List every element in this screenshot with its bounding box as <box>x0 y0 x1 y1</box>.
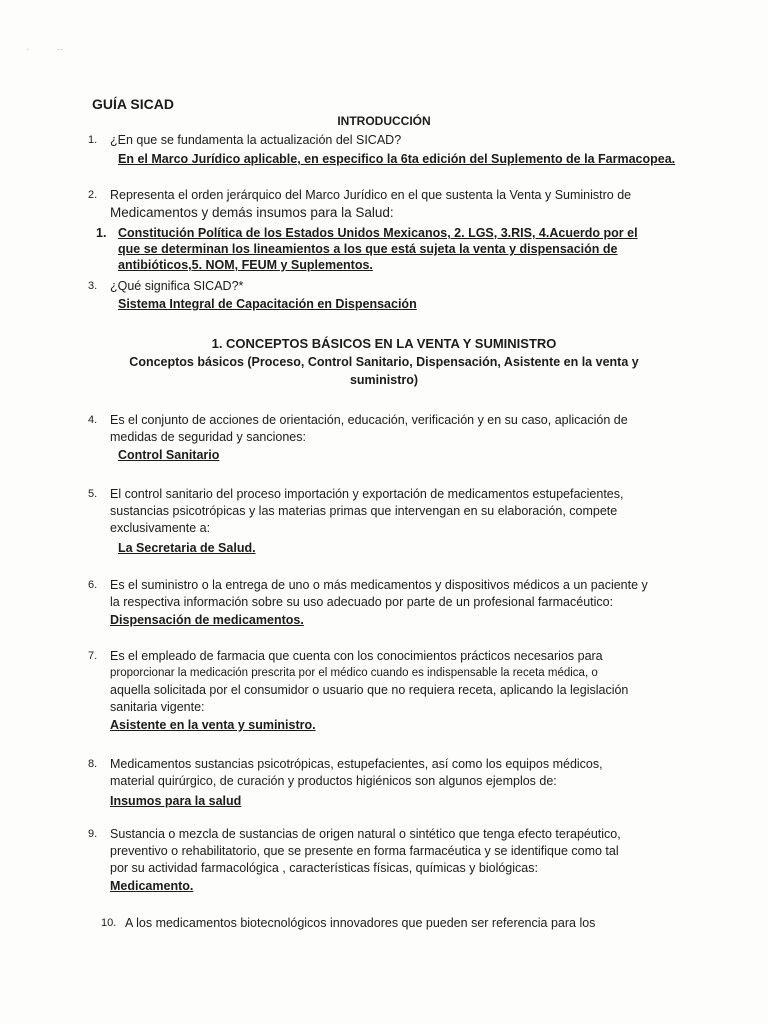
answer-4: Control Sanitario <box>118 448 220 462</box>
question-6 <box>88 577 650 611</box>
question-number: 3. <box>88 280 98 292</box>
question-2 <box>88 187 650 221</box>
section-intro-heading: INTRODUCCIÓN <box>337 114 431 128</box>
question-text-line: Sustancia o mezcla de sustancias de origen natural o sintético que tenga efecto terapéutico, <box>110 827 621 841</box>
question-text-line: Medicamentos sustancias psicotrópicas, estupefacientes, así como los equipos médicos, <box>110 757 603 771</box>
question-text: ¿En que se fundamenta la actualización del SICAD? <box>110 133 402 147</box>
answer-6: Dispensación de medicamentos. <box>110 613 304 627</box>
question-3 <box>88 278 650 295</box>
question-text-line: Es el suministro o la entrega de uno o más medicamentos y dispositivos médicos a un paciente y <box>110 578 648 592</box>
question-text-line: sanitaria vigente: <box>110 700 205 714</box>
section-1-subheading: Conceptos básicos (Proceso, Control Sanitario, Dispensación, Asistente en la venta y <box>129 355 639 369</box>
question-number: 7. <box>88 650 98 662</box>
question-number: 1. <box>88 134 98 146</box>
question-4 <box>88 412 650 446</box>
question-text-line: preventivo o rehabilitatorio, que se presente en forma farmacéutica y se identifique como tal <box>110 844 619 858</box>
question-number: 2. <box>88 189 98 201</box>
answer-line: Constitución Política de los Estados Unidos Mexicanos, 2. LGS, 3.RIS, 4.Acuerdo por el <box>118 226 638 240</box>
question-text-line: sustancias psicotrópicas y las materias primas que intervengan en su elaboración, compete <box>110 504 618 518</box>
document-title: GUÍA SICAD <box>92 96 174 112</box>
question-text-line: medidas de seguridad y sanciones: <box>110 430 306 444</box>
answer-2 <box>96 225 638 273</box>
question-number: 6. <box>88 579 98 591</box>
answer-8: Insumos para la salud <box>110 794 242 808</box>
question-text-line: El control sanitario del proceso importación y exportación de medicamentos estupefacientes, <box>110 487 624 501</box>
question-text-line: material quirúrgico, de curación y productos higiénicos son algunos ejemplos de: <box>110 774 557 788</box>
scan-specks: · -· <box>26 44 63 54</box>
question-5 <box>88 486 650 537</box>
answer-1: En el Marco Jurídico aplicable, en especifico la 6ta edición del Suplemento de la Farmacopea. <box>118 152 676 166</box>
question-number: 8. <box>88 758 98 770</box>
question-text: A los medicamentos biotecnológicos innovadores que pueden ser referencia para los <box>125 916 596 930</box>
answer-3: Sistema Integral de Capacitación en Dispensación <box>118 297 417 311</box>
answer-line: antibióticos,5. NOM, FEUM y Suplementos. <box>118 258 373 272</box>
question-number: 10. <box>101 917 117 929</box>
question-text-line: Es el conjunto de acciones de orientación, educación, verificación y en su caso, aplicación de <box>110 413 628 427</box>
question-text-line: exclusivamente a: <box>110 521 211 535</box>
question-text-line: Medicamentos y demás insumos para la Salud: <box>110 205 394 220</box>
answer-7: Asistente en la venta y suministro. <box>110 718 316 732</box>
answer-5: La Secretaria de Salud. <box>118 541 256 555</box>
question-8 <box>88 756 650 790</box>
question-number: 5. <box>88 488 98 500</box>
question-text-line: aquella solicitada por el consumidor o usuario que no requiera receta, aplicando la legislación <box>110 683 629 697</box>
answer-9: Medicamento. <box>110 879 194 893</box>
question-text-line: Es el empleado de farmacia que cuenta con los conocimientos prácticos necesarios para <box>110 649 603 663</box>
question-text-line: por su actividad farmacológica , características físicas, químicas y biológicas: <box>110 861 538 875</box>
question-number: 4. <box>88 414 98 426</box>
question-text-line: la respectiva información sobre su uso adecuado por parte de un profesional farmacéutico: <box>110 595 614 609</box>
answer-line: que se determinan los lineamientos a los que está sujeta la venta y dispensación de <box>118 242 618 256</box>
question-9 <box>88 826 650 877</box>
question-10 <box>101 915 665 932</box>
question-1 <box>88 132 650 149</box>
question-number: 9. <box>88 828 98 840</box>
question-text: ¿Qué significa SICAD?* <box>110 279 244 293</box>
section-1-subheading: suministro) <box>349 373 419 387</box>
question-text-line: Representa el orden jerárquico del Marco Jurídico en el que sustenta la Venta y Suministro de <box>110 188 632 202</box>
question-7 <box>88 648 650 716</box>
section-1-heading: 1. CONCEPTOS BÁSICOS EN LA VENTA Y SUMINISTRO <box>211 336 557 351</box>
answer-number: 1. <box>96 226 107 240</box>
question-text-line: proporcionar la medicación prescrita por el médico cuando es indispensable la receta médica, o <box>110 667 598 679</box>
